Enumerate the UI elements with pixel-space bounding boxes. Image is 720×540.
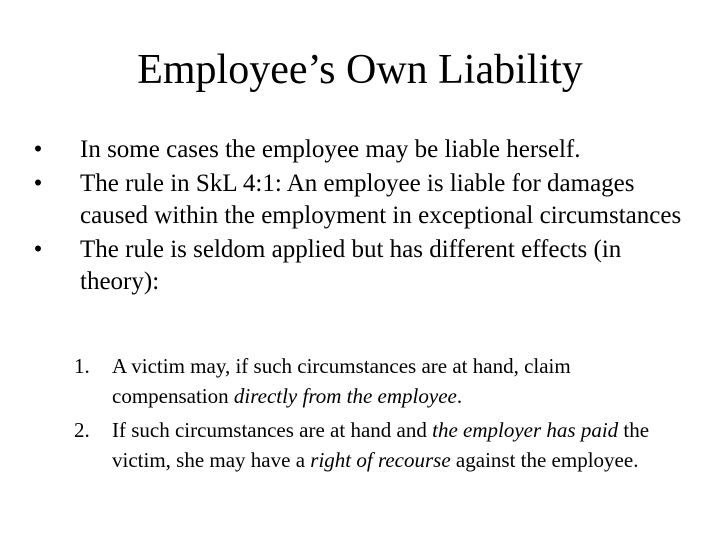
emphasis-text: directly from the employee	[233, 384, 457, 408]
bullet-marker: •	[33, 236, 43, 263]
numbered-item	[74, 415, 674, 475]
bullet-marker: •	[33, 136, 43, 163]
slide-title: Employee’s Own Liability	[137, 47, 583, 93]
bullet-marker: •	[33, 170, 43, 197]
item-text: A victim may, if such circumstances are at hand, claim compensation directly from the employee.	[112, 354, 571, 408]
bullet-list	[33, 134, 696, 300]
emphasis-text: the employer has paid	[432, 418, 619, 442]
bullet-text: The rule in SkL 4:1: An employee is liable for damages caused within the employment in exceptional circumstances	[80, 170, 682, 229]
bullet-item	[33, 134, 696, 166]
numbered-list	[74, 351, 674, 479]
emphasis-text: right of recourse	[310, 448, 451, 472]
bullet-item	[33, 234, 696, 298]
item-text: If such circumstances are at hand and the employer has paid the victim, she may have a right of recourse against the employee.	[112, 418, 650, 472]
item-number: 2.	[74, 418, 90, 442]
bullet-text: In some cases the employee may be liable herself.	[80, 136, 581, 163]
bullet-text: The rule is seldom applied but has different effects (in theory):	[80, 236, 622, 295]
item-number: 1.	[74, 354, 90, 378]
bullet-item	[33, 168, 696, 232]
numbered-item	[74, 351, 674, 411]
